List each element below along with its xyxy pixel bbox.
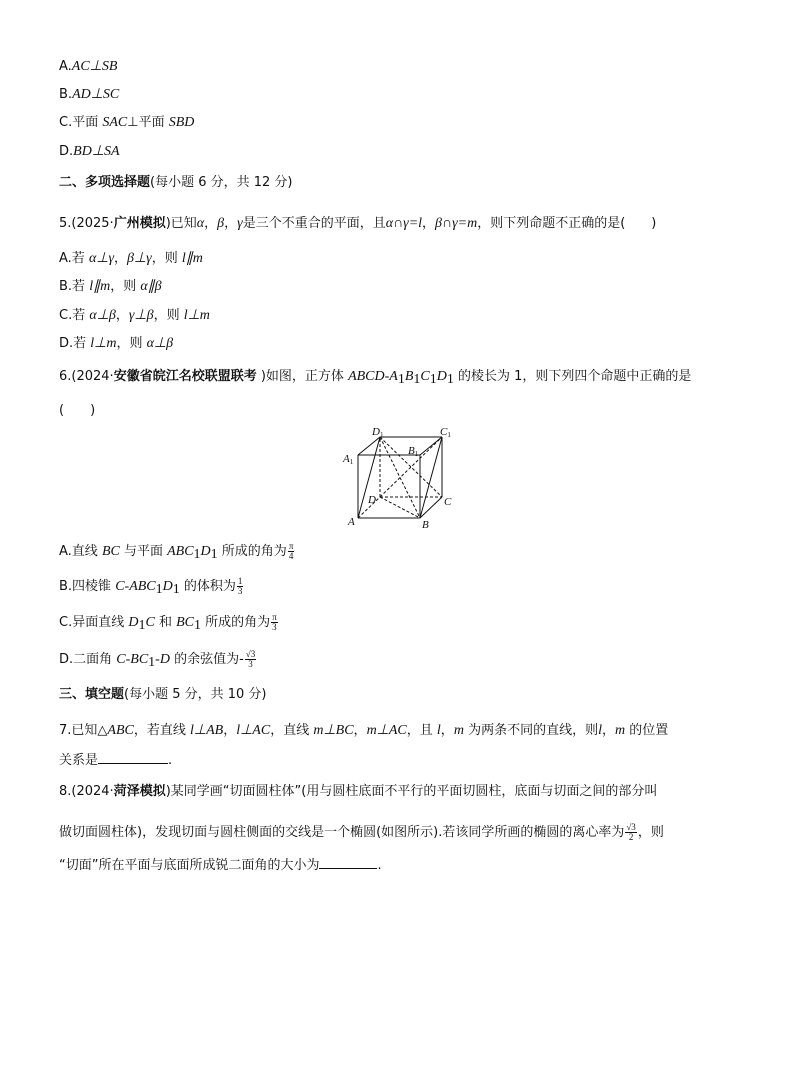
hidden-segment-d-b <box>380 497 420 518</box>
q8-line3: “切面”所在平面与底面所成锐二面角的大小为 . <box>59 858 382 873</box>
fraction-one-third: $\frac{1}{3}$ <box>237 576 243 596</box>
q6-option-c: C.异面直线 $D_1C$ 和 $BC_1$ 所成的角为 $\frac{\pi}{3}$ <box>59 612 277 633</box>
vertex-label-b: B <box>422 519 429 531</box>
q4-option-b: B.AD⊥SC <box>59 87 120 102</box>
vertex-label-d1: D1 <box>372 426 384 439</box>
q5-option-c: C.若 α⊥β，γ⊥β，则 l⊥m <box>59 308 210 323</box>
q4-option-a: A.AC⊥SB <box>59 59 118 74</box>
q7-line2: 关系是 . <box>59 753 173 768</box>
q5-option-a: A.若 α⊥γ，β⊥γ，则 l∥m <box>59 251 203 266</box>
fraction-pi-over-4: $\frac{\pi}{4}$ <box>288 541 294 561</box>
q6-stem: 6.(2024·安徽省皖江名校联盟联考 )如图，正方体 ABCD-$A_1B_1C_1D_1$ 的棱长为 1，则下列四个命题中正确的是 <box>59 369 692 387</box>
vertex-label-b1: B1 <box>408 445 419 458</box>
edge-a1-d1 <box>358 437 380 455</box>
q5-source: 广州模拟 <box>113 216 166 231</box>
q7-stem: 7.已知△ABC，若直线 l⊥AB，l⊥AC，直线 m⊥BC，m⊥AC，且 l，m 为两条不同的直线，则l，m 的位置 <box>59 723 669 738</box>
section-2-note: (每小题 6 分，共 12 分) <box>150 175 293 190</box>
q6-answer-paren: ( ) <box>59 403 96 418</box>
fraction-sqrt3-over-2: $\frac{√3}{2}$ <box>626 822 636 842</box>
q8-source: 菏泽模拟 <box>113 784 166 799</box>
q7-answer-blank[interactable] <box>98 751 168 764</box>
vertex-label-a: A <box>348 516 355 528</box>
q6-source: 安徽省皖江名校联盟联考 <box>113 369 257 384</box>
q5-option-d: D.若 l⊥m，则 α⊥β <box>59 336 174 351</box>
q8-line2: 做切面圆柱体)，发现切面与圆柱侧面的交线是一个椭圆(如图所示).若该同学所画的椭圆的离心率为 $\frac{√3}{2}$ ，则 <box>59 822 664 842</box>
q8-answer-blank[interactable] <box>319 856 377 869</box>
q6-option-d: D.二面角 $C-BC_1-D$ 的余弦值为- $\frac{√3}{3}$ <box>59 649 256 670</box>
vertex-label-c: C <box>444 496 452 508</box>
section-3-title: 三、填空题 <box>59 687 125 702</box>
section-3-note: (每小题 5 分，共 10 分) <box>124 687 267 702</box>
section-2-header <box>59 174 293 192</box>
fraction-sqrt3-over-3: $\frac{√3}{3}$ <box>245 649 256 669</box>
section-2-title: 二、多项选择题 <box>59 175 151 190</box>
cube-figure <box>340 425 460 533</box>
fraction-pi-over-3: $\frac{\pi}{3}$ <box>272 612 277 632</box>
section-3-header <box>59 686 267 704</box>
vertex-label-a1: A1 <box>343 453 354 466</box>
q6-option-b: B.四棱锥 $C-ABC_1D_1$ 的体积为 $\frac{1}{3}$ <box>59 576 243 597</box>
vertex-label-c1: C1 <box>440 426 451 439</box>
q6-option-a: A.直线 BC 与平面 $ABC_1D_1$ 所成的角为 $\frac{\pi}{4}$ <box>59 541 294 562</box>
vertex-label-d: D <box>368 494 376 506</box>
q4-option-c: C.平面 SAC⊥平面 SBD <box>59 115 195 130</box>
q4-option-d: D.BD⊥SA <box>59 144 120 159</box>
q5-stem: 5.(2025·广州模拟)已知α，β，γ是三个不重合的平面，且α∩γ=l，β∩γ=m，则下列命题不正确的是( ) <box>59 216 657 231</box>
q8-stem: 8.(2024·菏泽模拟)某同学画“切面圆柱体”(用与圆柱底面不平行的平面切圆柱，底面与切面之间的部分叫 <box>59 784 658 799</box>
segment-b-c1 <box>420 437 442 518</box>
q5-option-b: B.若 l∥m，则 α∥β <box>59 279 162 294</box>
